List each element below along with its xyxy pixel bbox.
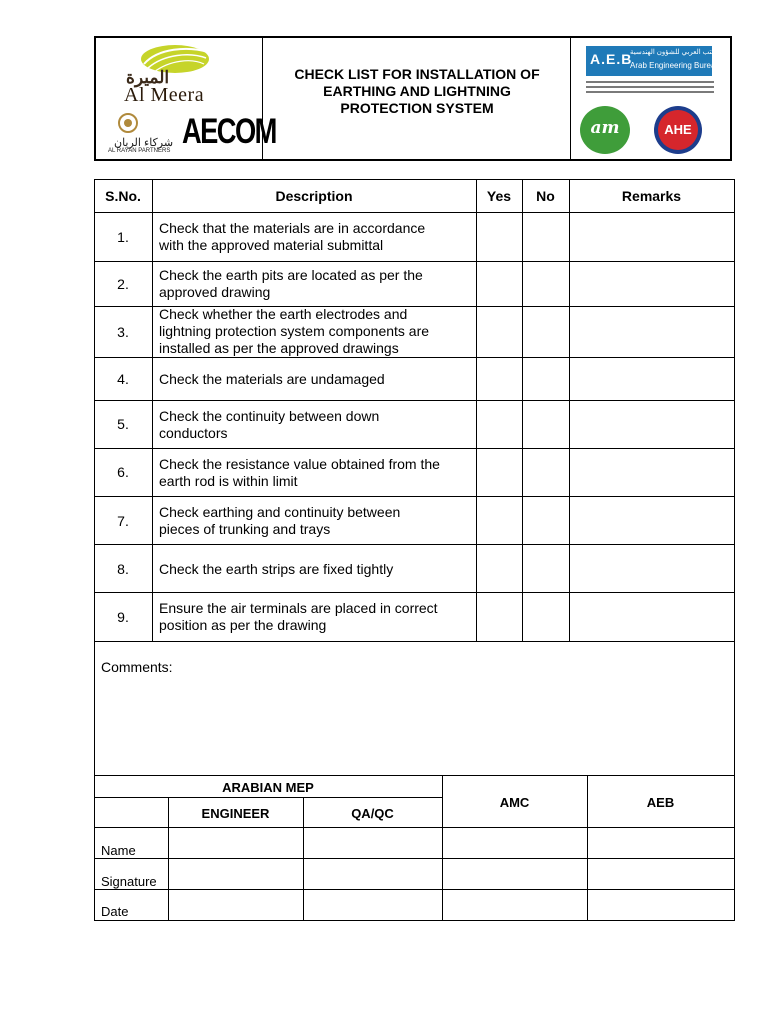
row-divider	[94, 496, 735, 497]
row-divider	[94, 448, 735, 449]
row-description	[159, 456, 474, 490]
header-no: No	[536, 188, 555, 204]
date-label: Date	[101, 904, 129, 919]
title-line: PROTECTION SYSTEM	[340, 100, 494, 116]
row-divider	[94, 889, 735, 890]
table-border	[94, 920, 735, 921]
almeera-arabic-text: الميرة	[126, 68, 170, 88]
row-number: 4.	[117, 371, 129, 387]
row-divider	[94, 641, 735, 642]
row-description	[159, 267, 474, 301]
row-divider	[94, 544, 735, 545]
table-border	[94, 179, 735, 180]
row-divider	[94, 212, 735, 213]
comments-label: Comments:	[101, 659, 173, 675]
row-divider	[94, 400, 735, 401]
aeb-fine-print	[586, 81, 714, 95]
header-remarks: Remarks	[621, 188, 682, 204]
description-line: Check the materials are undamaged	[159, 371, 385, 387]
engineer-header: ENGINEER	[201, 806, 270, 821]
almeera-text: Al Meera	[124, 84, 205, 106]
page-title	[264, 66, 570, 117]
name-label: Name	[101, 843, 136, 858]
header-sno: S.No.	[105, 188, 141, 204]
aeb-header: AEB	[646, 795, 675, 810]
aeb-arabic-text: المكتب العربي للشؤون الهندسية	[630, 49, 724, 56]
row-divider	[94, 261, 735, 262]
row-divider	[94, 797, 442, 798]
aeb-logo	[586, 46, 724, 76]
description-line: approved drawing	[159, 284, 271, 300]
header-yes: Yes	[486, 188, 512, 204]
amc-logo-text: am	[590, 118, 620, 138]
row-number: 9.	[117, 609, 129, 625]
description-line: with the approved material submittal	[159, 237, 384, 253]
ahe-logo-text: AHE	[664, 122, 692, 137]
description-line: Check whether the earth electrodes and	[159, 306, 408, 322]
row-number: 8.	[117, 561, 129, 577]
row-number: 5.	[117, 416, 129, 432]
comments-field[interactable]	[96, 680, 732, 772]
row-divider	[94, 858, 735, 859]
column-divider	[522, 179, 523, 641]
row-number: 3.	[117, 324, 129, 340]
row-description	[159, 371, 474, 388]
column-divider	[152, 179, 153, 641]
qaqc-header: QA/QC	[351, 806, 394, 821]
description-line: Check the continuity between down	[159, 408, 380, 424]
row-number: 1.	[117, 229, 129, 245]
table-border	[734, 179, 735, 921]
signature-label: Signature	[101, 874, 157, 889]
arabian-mep-header: ARABIAN MEP	[222, 780, 314, 795]
description-line: Check the earth strips are fixed tightly	[159, 561, 394, 577]
amc-logo	[580, 106, 630, 154]
description-line: earth rod is within limit	[159, 473, 298, 489]
row-description	[159, 504, 474, 538]
column-divider	[476, 179, 477, 641]
description-line: pieces of trunking and trays	[159, 521, 331, 537]
aecom-logo: AECOM	[182, 112, 276, 151]
header-description: Description	[275, 188, 353, 204]
description-line: Check earthing and continuity between	[159, 504, 401, 520]
ahe-logo	[654, 106, 702, 154]
aeb-logo-area	[570, 38, 732, 159]
description-line: Check that the materials are in accordance	[159, 220, 426, 236]
description-line: conductors	[159, 425, 228, 441]
row-divider	[94, 775, 735, 776]
row-description	[159, 600, 474, 634]
row-divider	[94, 592, 735, 593]
row-number: 7.	[117, 513, 129, 529]
row-number: 2.	[117, 276, 129, 292]
aeb-name-text: Arab Engineering Bureau	[630, 61, 720, 70]
title-line: EARTHING AND LIGHTNING	[323, 83, 511, 99]
row-divider	[94, 827, 735, 828]
alrayan-text: AL RAYAN PARTNERS	[108, 148, 171, 154]
description-line: lightning protection system components are	[159, 323, 430, 339]
description-line: Check the resistance value obtained from the	[159, 456, 440, 472]
row-description	[159, 408, 474, 442]
header-box	[94, 36, 732, 161]
row-description	[159, 561, 474, 578]
alrayan-arabic-text: شركاء الريان	[114, 137, 174, 149]
rayan-emblem-icon	[118, 112, 138, 134]
row-divider	[94, 357, 735, 358]
row-number: 6.	[117, 464, 129, 480]
column-divider	[569, 179, 570, 641]
description-line: Ensure the air terminals are placed in correct	[159, 600, 438, 616]
title-line: CHECK LIST FOR INSTALLATION OF	[294, 66, 540, 82]
description-line: installed as per the approved drawings	[159, 340, 399, 356]
description-line: position as per the drawing	[159, 617, 327, 633]
row-description	[159, 220, 474, 254]
description-line: Check the earth pits are located as per the	[159, 267, 423, 283]
row-description	[159, 306, 474, 357]
amc-header: AMC	[499, 795, 530, 810]
aeb-code: A.E.B	[590, 51, 633, 67]
